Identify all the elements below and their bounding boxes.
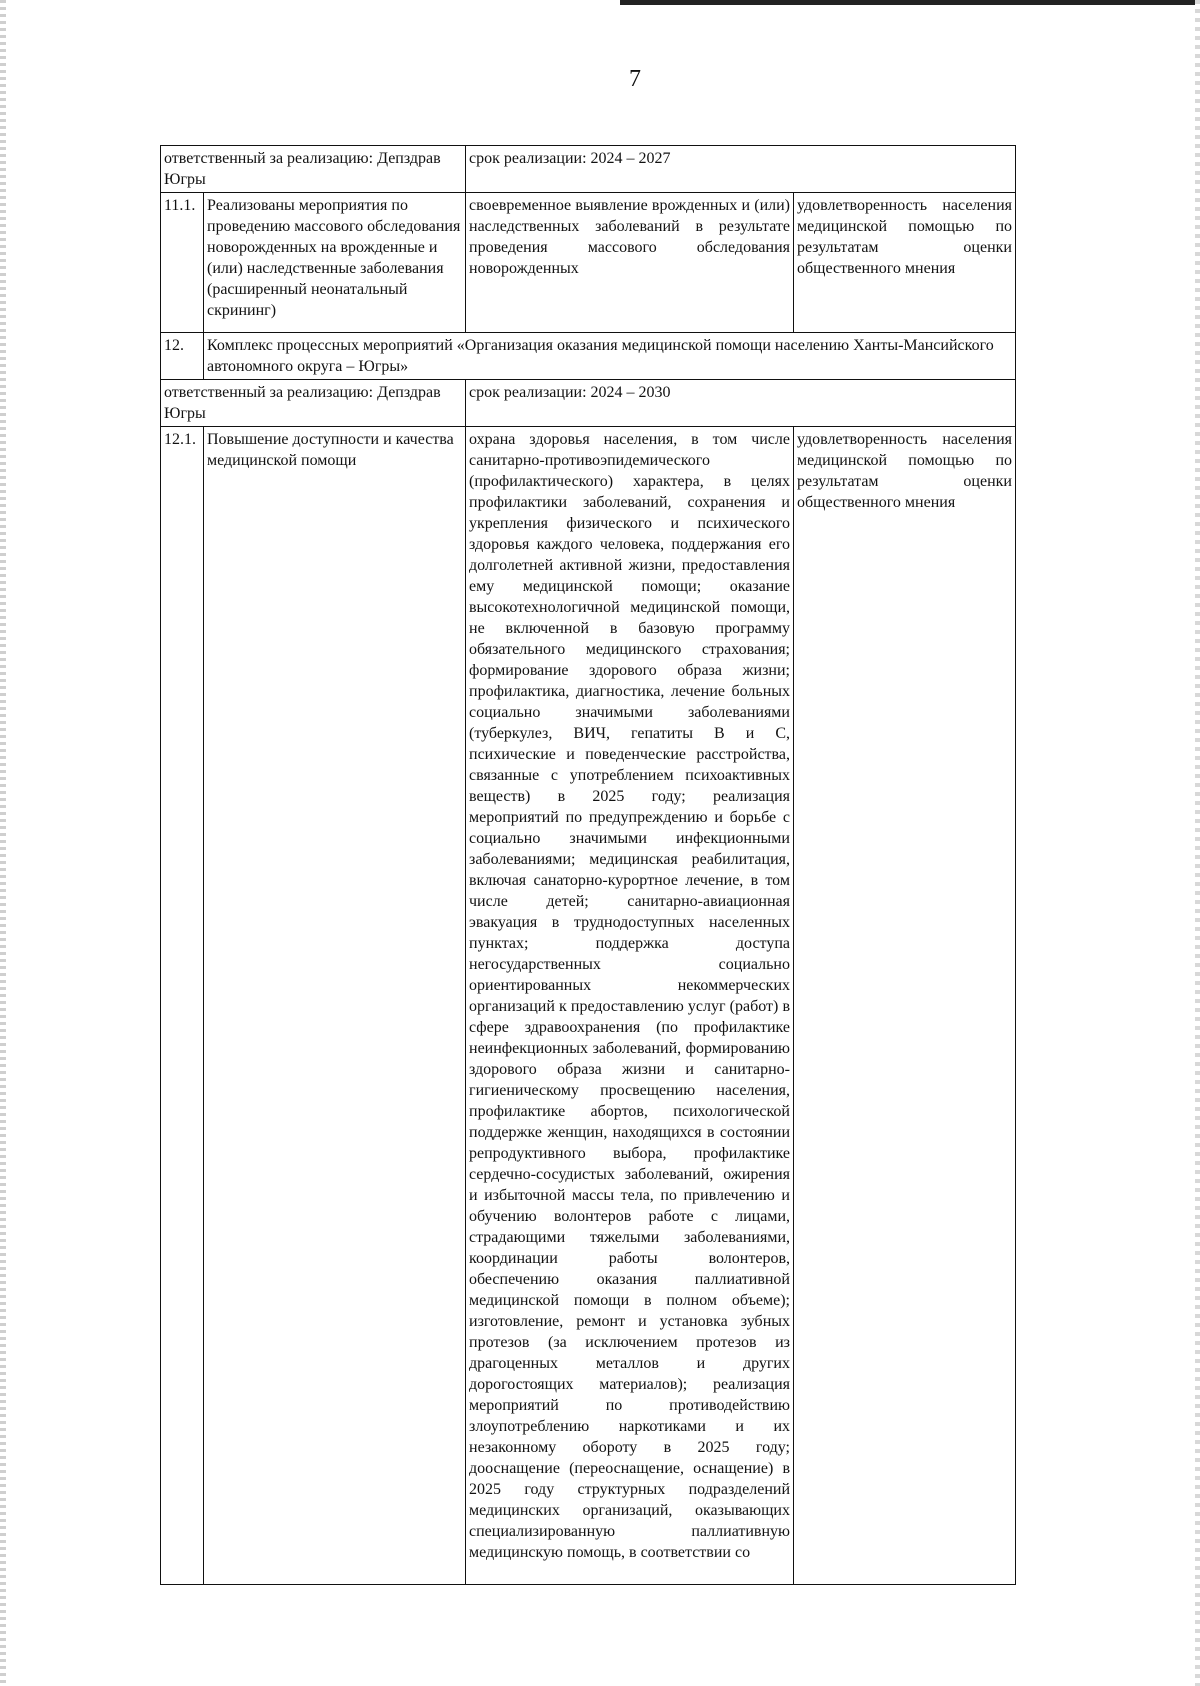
row-number: 11.1. — [161, 193, 204, 333]
scan-top-edge — [620, 0, 1200, 5]
section-11-header-row — [161, 146, 1016, 193]
section-12-responsible: ответственный за реализацию: Депздрав Югры — [161, 380, 466, 427]
scan-left-edge — [0, 0, 6, 1686]
effect-cell: своевременное выявление врожденных и (или) наследственных заболеваний в результате проведения массового обследования новорожденных — [466, 193, 794, 333]
effect-cell: охрана здоровья населения, в том числе санитарно-противоэпидемического (профилактического) характера, в целях профилактики заболеваний, сохранения и укрепления физического и психического здоровья каждого человека, поддержания его долголетней активной жизни, предоставления ему медицинской помощи; оказание высокотехнологичной медицинской помощи, не включенной в базовую программу обязательного медицинского страхования; формирование здорового образа жизни; профилактика, диагностика, лечение больных социально значимыми заболеваниями (туберкулез, ВИЧ, гепатиты В и С, психические и поведенческие расстройства, связанные с употреблением психоактивных веществ) в 2025 году; реализация мероприятий по предупреждению и борьбе с социально значимыми инфекционными заболеваниями; медицинская реабилитация, включая санаторно-курортное лечение, в том числе детей; санитарно-авиационная эвакуация в труднодоступных населенных пунктах; поддержка доступа негосударственных социально ориентированных некоммерческих организаций к предоставлению услуг (работ) в сфере здравоохранения (по профилактике неинфекционных заболеваний, формированию здорового образа жизни и санитарно-гигиеническому просвещению населения, профилактике абортов, психологической поддержке женщин, находящихся в состоянии репродуктивного выбора, профилактике сердечно-сосудистых заболеваний, ожирения и избыточной массы тела, по привлечению и обучению волонтеров работе с лицами, страдающими тяжелыми заболеваниями, координации работы волонтеров, обеспечению оказания паллиативной медицинской помощи в полном объеме); изготовление, ремонт и установка зубных протезов (за исключением протезов из драгоценных металлов и других дорогостоящих материалов); реализация мероприятий по противодействию злоупотреблению наркотиками и их незаконному обороту в 2025 году; дооснащение (переоснащение, оснащение) в 2025 году структурных подразделений медицинских организаций, оказывающих специализированную паллиативную медицинскую помощь, в соответствии со — [466, 427, 794, 1585]
page-number: 7 — [629, 66, 641, 92]
section-11-term: срок реализации: 2024 – 2027 — [466, 146, 1016, 193]
section-number: 12. — [161, 333, 204, 380]
section-11-responsible: ответственный за реализацию: Депздрав Югры — [161, 146, 466, 193]
measures-table — [160, 145, 1016, 1585]
section-12-title: Комплекс процессных мероприятий «Организация оказания медицинской помощи населению Ханты-Мансийского автономного округа – Югры» — [204, 333, 1016, 380]
indicator-cell: удовлетворенность населения медицинской помощью по результатам оценки общественного мнения — [794, 427, 1016, 1585]
scan-right-edge — [1195, 0, 1200, 1686]
table-row-11-1 — [161, 193, 1016, 333]
indicator-cell: удовлетворенность населения медицинской помощью по результатам оценки общественного мнения — [794, 193, 1016, 333]
row-number: 12.1. — [161, 427, 204, 1585]
section-12-header-row — [161, 380, 1016, 427]
section-12-title-row — [161, 333, 1016, 380]
section-12-term: срок реализации: 2024 – 2030 — [466, 380, 1016, 427]
task-cell: Реализованы мероприятия по проведению массового обследования новорожденных на врожденные и (или) наследственные заболевания (расширенный неонатальный скрининг) — [204, 193, 466, 333]
task-cell: Повышение доступности и качества медицинской помощи — [204, 427, 466, 1585]
table-row-12-1 — [161, 427, 1016, 1585]
